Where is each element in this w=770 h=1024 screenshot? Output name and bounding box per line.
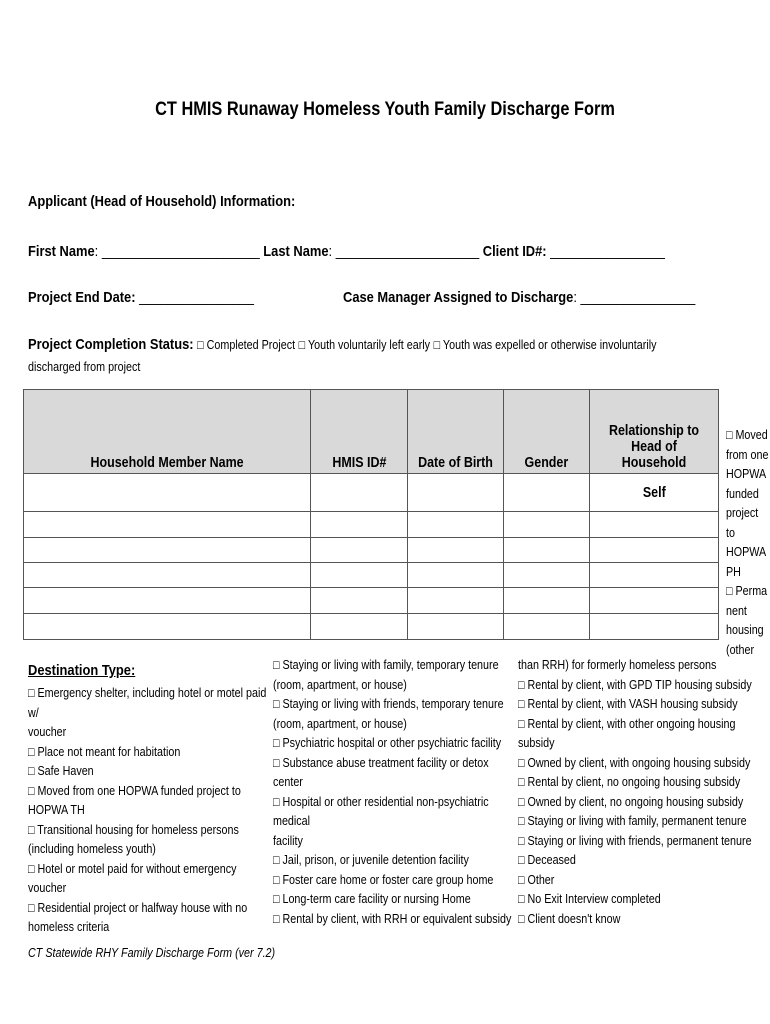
destination-option[interactable]: □ Foster care home or foster care group home [273, 872, 494, 887]
table-cell[interactable] [504, 563, 590, 588]
side-text-line[interactable]: □ Moved [726, 428, 768, 442]
table-cell[interactable] [24, 588, 311, 614]
destination-option-cont: (including homeless youth) [28, 842, 156, 856]
destination-option[interactable]: □ Staying or living with friends, temporary tenure [273, 697, 504, 711]
table-cell[interactable] [590, 614, 719, 640]
side-text-line: housing [726, 623, 764, 637]
col-header-name: Household Member Name [24, 390, 311, 474]
destination-column-3 [518, 656, 752, 929]
destination-option[interactable]: □ Psychiatric hospital or other psychiatric facility [273, 736, 502, 750]
side-text-line: from one [726, 447, 769, 462]
destination-option[interactable]: □ Place not meant for habitation [28, 744, 181, 759]
table-cell[interactable] [504, 614, 590, 640]
destination-option[interactable]: □ Substance abuse treatment facility or detox [273, 755, 489, 770]
table-row [24, 512, 719, 538]
client-id-field[interactable]: ________________ [546, 243, 665, 260]
destination-option-cont: facility [273, 833, 303, 848]
project-end-field[interactable]: ________________ [135, 289, 254, 306]
last-name-field[interactable]: : ____________________ [328, 243, 480, 260]
table-cell[interactable] [590, 563, 719, 588]
destination-option[interactable]: □ Emergency shelter, including hotel or motel paid [28, 686, 267, 700]
destination-option[interactable]: □ Staying or living with friends, permanent tenure [518, 833, 752, 848]
table-cell[interactable] [311, 538, 408, 563]
table-cell[interactable] [311, 614, 408, 640]
table-cell[interactable] [24, 474, 311, 512]
destination-option[interactable]: □ Rental by client, no ongoing housing subsidy [518, 775, 741, 789]
table-cell[interactable] [408, 614, 504, 640]
destination-option[interactable]: □ Rental by client, with GPD TIP housing subsidy [518, 677, 752, 692]
destination-type-label: Destination Type: [28, 662, 136, 679]
destination-option[interactable]: □ No Exit Interview completed [518, 892, 661, 906]
destination-option[interactable]: □ Jail, prison, or juvenile detention facility [273, 853, 469, 867]
side-text-line: nent [726, 603, 747, 618]
applicant-header: Applicant (Head of Household) Information: [28, 193, 296, 210]
table-cell[interactable] [504, 588, 590, 614]
completion-option-completed[interactable]: □ Completed Project [197, 338, 296, 352]
destination-option[interactable]: □ Owned by client, with ongoing housing subsidy [518, 755, 751, 770]
side-text-line: (other [726, 642, 755, 657]
destination-option-cont: voucher [28, 881, 67, 895]
completion-status-line [28, 336, 656, 353]
destination-column-1 [28, 684, 266, 938]
side-text-line[interactable]: □ Perma [726, 584, 768, 598]
table-cell[interactable] [311, 563, 408, 588]
destination-option[interactable]: □ Owned by client, no ongoing housing subsidy [518, 794, 744, 809]
name-line [28, 243, 665, 260]
table-cell[interactable] [408, 474, 504, 512]
completion-status-label: Project Completion Status: [28, 336, 194, 353]
table-cell[interactable] [590, 538, 719, 563]
table-cell[interactable] [590, 588, 719, 614]
destination-option[interactable]: □ Deceased [518, 853, 576, 867]
destination-option[interactable]: □ Hospital or other residential non-psychiatric [273, 794, 489, 809]
destination-option[interactable]: □ Moved from one HOPWA funded project to [28, 783, 241, 798]
destination-option-cont: voucher [28, 725, 67, 739]
completion-continuation: discharged from project [28, 360, 141, 374]
col-header-gender: Gender [504, 390, 590, 474]
table-row [24, 538, 719, 563]
form-footer: CT Statewide RHY Family Discharge Form (ver 7.2) [28, 946, 276, 960]
table-cell[interactable] [24, 614, 311, 640]
destination-option[interactable]: □ Safe Haven [28, 764, 94, 778]
relationship-self-cell: Self [590, 474, 719, 512]
destination-option-cont: medical [273, 814, 311, 828]
destination-option[interactable]: □ Client doesn't know [518, 911, 621, 926]
destination-option[interactable]: □ Staying or living with family, temporary tenure [273, 658, 499, 672]
table-cell[interactable] [311, 588, 408, 614]
destination-option-cont: than RRH) for formerly homeless persons [518, 658, 717, 672]
destination-option-cont: w/ [28, 705, 39, 720]
destination-option[interactable]: □ Rental by client, with VASH housing subsidy [518, 697, 738, 711]
side-overflow-text [726, 426, 769, 660]
table-row [24, 614, 719, 640]
side-text-line: PH [726, 564, 741, 579]
table-header-row [24, 390, 719, 474]
side-text-line: funded [726, 486, 759, 501]
project-end-line [28, 289, 254, 306]
destination-column-2 [273, 656, 511, 929]
col-header-relationship: Relationship to Head of Household [590, 390, 719, 474]
table-cell[interactable] [504, 512, 590, 538]
destination-option[interactable]: □ Rental by client, with other ongoing housing [518, 716, 736, 731]
last-name-label: Last Name [263, 243, 329, 260]
case-manager-label: Case Manager Assigned to Discharge [343, 289, 574, 306]
first-name-field[interactable]: : ______________________ [94, 243, 260, 260]
first-name-label: First Name [28, 243, 95, 260]
case-manager-field[interactable]: : ________________ [573, 289, 696, 306]
table-cell[interactable] [590, 512, 719, 538]
side-text-line: to [726, 525, 735, 540]
household-table [23, 389, 719, 640]
table-row [24, 563, 719, 588]
table-cell[interactable] [311, 474, 408, 512]
destination-option-cont: homeless criteria [28, 920, 110, 934]
table-cell[interactable] [504, 538, 590, 563]
destination-option[interactable]: □ Long-term care facility or nursing Home [273, 892, 471, 906]
completion-option-expelled[interactable]: □ Youth was expelled or otherwise involuntarily [433, 338, 657, 352]
destination-option[interactable]: □ Other [518, 872, 555, 887]
table-row [24, 474, 719, 512]
col-header-dob: Date of Birth [408, 390, 504, 474]
destination-option[interactable]: □ Transitional housing for homeless persons [28, 822, 239, 837]
destination-option[interactable]: □ Rental by client, with RRH or equivalent subsidy [273, 911, 512, 926]
table-cell[interactable] [408, 588, 504, 614]
side-text-line: HOPWA [726, 545, 767, 559]
project-end-label: Project End Date: [28, 289, 136, 306]
destination-option-cont: HOPWA TH [28, 803, 85, 817]
table-cell[interactable] [24, 538, 311, 563]
side-text-line: HOPWA [726, 467, 767, 481]
table-cell[interactable] [24, 512, 311, 538]
form-title: CT HMIS Runaway Homeless Youth Family Discharge Form [155, 99, 615, 120]
table-cell[interactable] [408, 512, 504, 538]
table-cell[interactable] [504, 474, 590, 512]
destination-option[interactable]: □ Hotel or motel paid for without emergency [28, 861, 237, 876]
table-cell[interactable] [24, 563, 311, 588]
destination-option-cont: (room, apartment, or house) [273, 716, 407, 731]
side-text-line: project [726, 506, 759, 520]
destination-option[interactable]: □ Residential project or halfway house with no [28, 900, 248, 915]
col-header-hmis: HMIS ID# [311, 390, 408, 474]
destination-option[interactable]: □ Staying or living with family, permanent tenure [518, 814, 747, 828]
table-row [24, 588, 719, 614]
table-cell[interactable] [408, 563, 504, 588]
completion-option-left-early[interactable]: □ Youth voluntarily left early [298, 338, 431, 352]
destination-option-cont: (room, apartment, or house) [273, 677, 407, 692]
client-id-label: Client ID#: [482, 243, 547, 260]
case-manager-line [343, 289, 695, 306]
table-cell[interactable] [311, 512, 408, 538]
table-cell[interactable] [408, 538, 504, 563]
destination-option-cont: center [273, 775, 303, 789]
destination-option-cont: subsidy [518, 736, 555, 750]
